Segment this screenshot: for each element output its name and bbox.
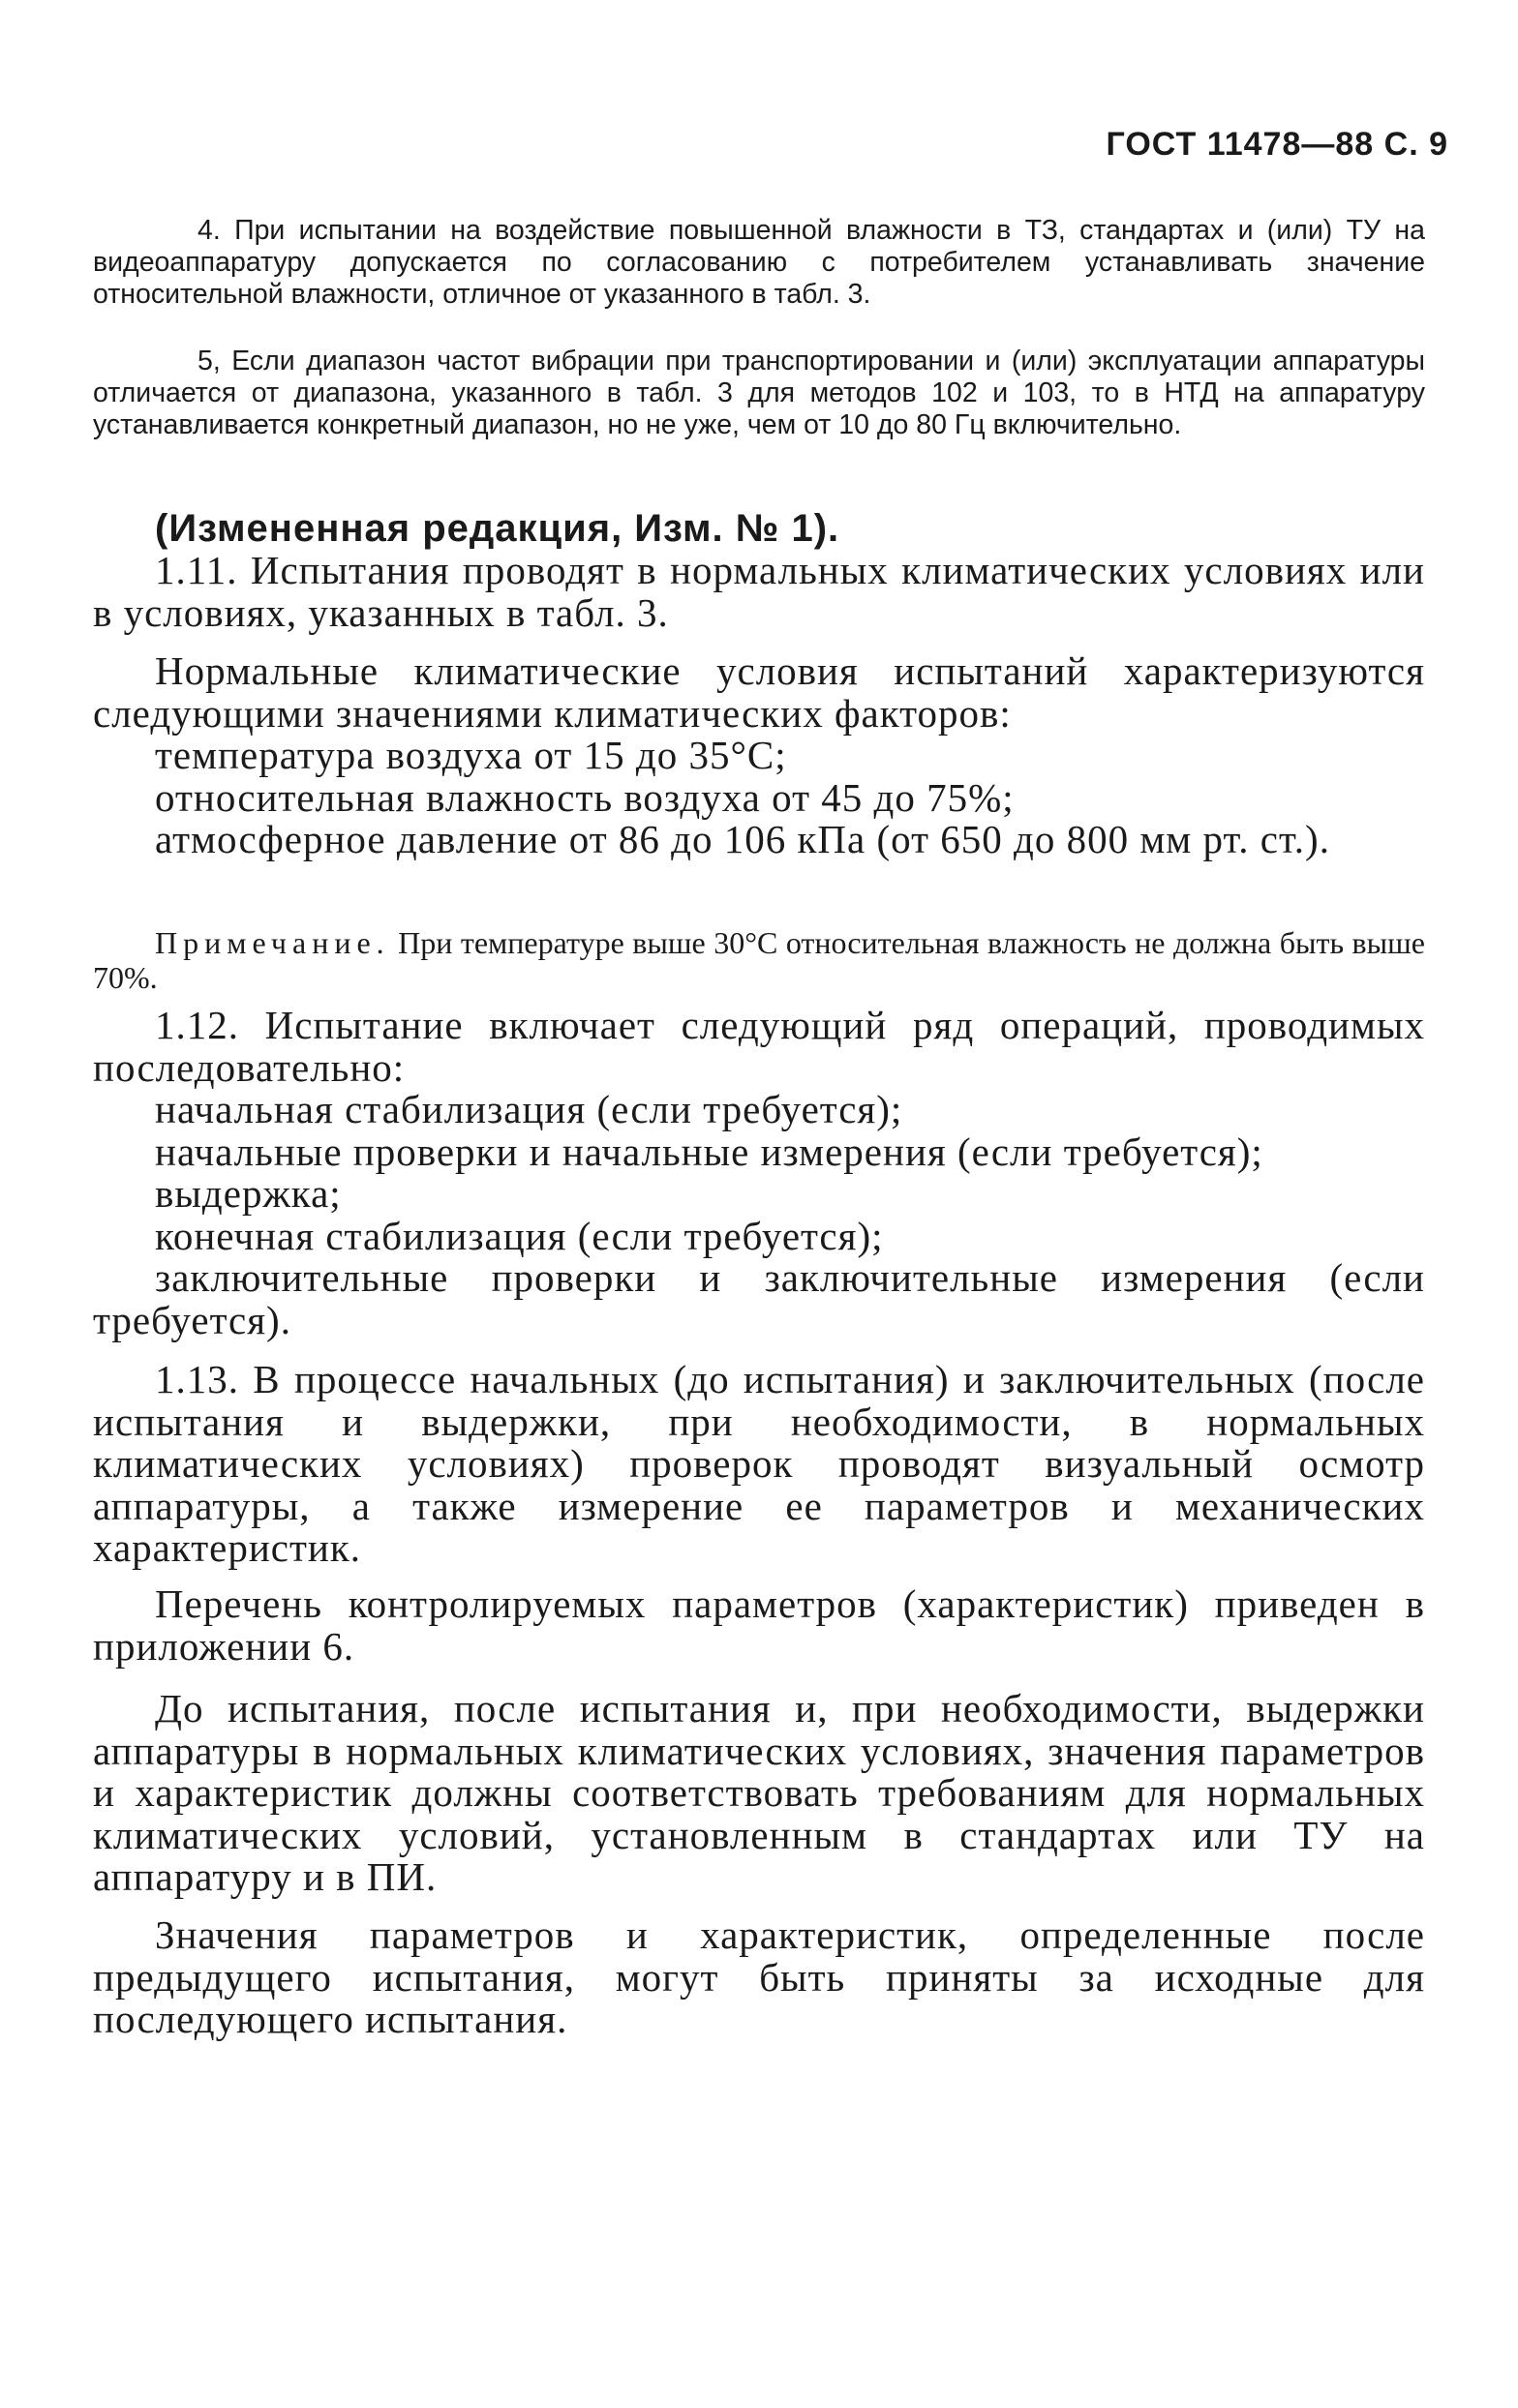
normal-conditions (93, 650, 1425, 861)
condition-pressure: атмосферное давление от 86 до 106 кПа (от 650 до 800 мм рт. ст.). (155, 817, 1330, 861)
note-text: При температуре выше 30°С относительная влажность не должна быть выше 70%. (93, 925, 1426, 995)
clause-1-13-text: 1.13. В процессе начальных (до испытания) и заключительных (после испытания и выдержки, при необходимости, в нормальных климатических условиях) проверок проводят визуальный осмотр аппаратуры, а также измерение ее параметров и механических характеристик. (93, 1357, 1425, 1570)
parameters-list-text: Перечень контролируемых параметров (характеристик) приведен в приложении 6. (93, 1581, 1425, 1669)
values-paragraph (93, 1914, 1425, 2041)
note-block (93, 925, 1425, 995)
before-after-paragraph (93, 1688, 1425, 1899)
operation-item: конечная стабилизация (если требуется); (155, 1213, 884, 1258)
condition-humidity: относительная влажность воздуха от 45 до 75%; (155, 774, 1015, 820)
note-label: Примечание. (155, 925, 390, 960)
clause-1-11 (93, 550, 1425, 634)
parameters-list-paragraph (93, 1583, 1425, 1668)
normal-conditions-intro: Нормальные климатические условия испытаний характеризуются следующими значениями климатических факторов: (93, 648, 1425, 736)
note-paragraph (93, 925, 1425, 995)
clause-1-12 (93, 1005, 1425, 1341)
operation-item: начальная стабилизация (если требуется); (155, 1087, 903, 1131)
page-header: ГОСТ 11478—88 С. 9 (1106, 126, 1448, 163)
table-note-4 (93, 215, 1425, 311)
note-4-text: 4. При испытании на воздействие повышенной влажности в ТЗ, стандартах и (или) ТУ на видеоаппаратуру допускается по согласованию с потребителем устанавливать значение относительной влажности, отличное от указанного в табл. 3. (93, 215, 1425, 310)
clause-1-12-intro: 1.12. Испытание включает следующий ряд операций, проводимых последовательно: (93, 1003, 1425, 1090)
operation-item: начальные проверки и начальные измерения (если требуется); (155, 1129, 1263, 1174)
clause-1-11-text: 1.11. Испытания проводят в нормальных климатических условиях или в условиях, указанных в табл. 3. (93, 548, 1425, 635)
before-after-text: До испытания, после испытания и, при необходимости, выдержки аппаратуры в нормальных климатических условиях, значения параметров и характеристик должны соответствовать требованиям для нормальных климатических условий, установленным в стандартах или ТУ на аппаратуру и в ПИ. (93, 1686, 1425, 1899)
operation-item: выдержка; (155, 1171, 342, 1216)
note-5-text: 5, Если диапазон частот вибрации при транспортировании и (или) эксплуатации аппаратуры отличается от диапазона, указанного в табл. 3 для методов 102 и 103, то в НТД на аппаратуру устанавливается конкретный диапазон, но не уже, чем от 10 до 80 Гц включительно. (93, 346, 1425, 440)
amendment-heading: (Измененная редакция, Изм. № 1). (155, 507, 840, 550)
values-text: Значения параметров и характеристик, определенные после предыдущего испытания, могут быть приняты за исходные для последующего испытания. (93, 1912, 1425, 2041)
table-note-5 (93, 346, 1425, 441)
clause-1-13 (93, 1359, 1425, 1570)
operation-item: заключительные проверки и заключительные измерения (если требуется). (93, 1255, 1425, 1342)
condition-temperature: температура воздуха от 15 до 35°С; (155, 733, 787, 777)
